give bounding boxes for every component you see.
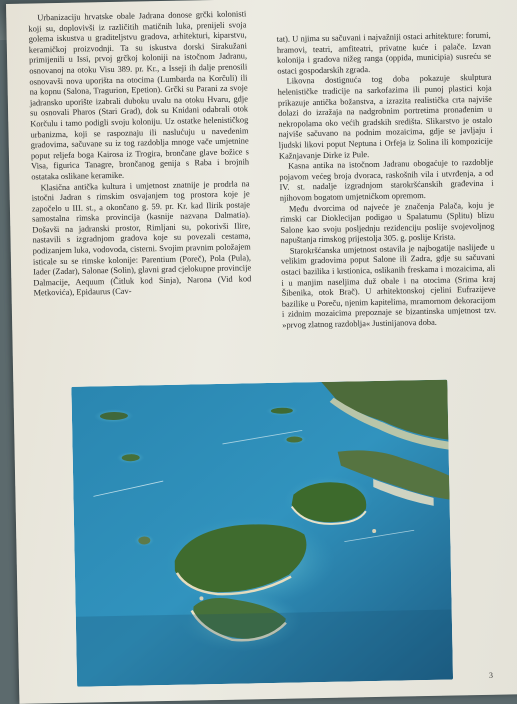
aerial-islands-photo (71, 380, 453, 687)
paragraph: Urbanizaciju hrvatske obale Jadrana donose grčki kolonisti koji su, doplovivši iz različitih matičnih luka, prenijeli svoja golema iskustva u graditeljstvu gradova, arhitekturi, kiparstvu, keramičkoj proizvodnji. Ta su iskustva dorski Sirakužani primijenili u Issi, prvoj grčkoj koloniji na istočnom Jadranu, osnovanoj na otoku Visu 389. pr. Kr., a Isseji ih dalje prenosili osnovavši nova uporišta na otocima (Lumbarda na Korčuli) ili na kopnu (Salona, Tragurion, Epetion). Grčki su Parani za svoje jadransko uporište izabrali duboku uvalu na otoku Hvaru, gdje su osnovali Pharos (Stari Grad), dok su Knidani odabrali otok Korčulu i tamo podigli svoju koloniju. Uz ostatke helenističkog urbanizma, koji se raspoznaju ili naslućuju u navedenim gradovima, sačuvane su iz tog razdoblja mnoge vače umjetnine poput reljefa boga Kairosa iz Trogira, brončane glave božice s Visa, figurica Tanagre, brončanog genija s Raba i brojnih ostataka oslikane keramike. (28, 9, 250, 182)
text-column-left (28, 9, 251, 299)
paragraph: Među dvorcima od najveće je značenja Palača, koju je rimski car Dioklecijan podigao u Spalatumu (Splitu) blizu Salone kao svoju posljednju rezidenciju poslije svojevoljnog napuštanja rimskog prijestolja 305. g. poslije Krista. (280, 200, 495, 246)
paragraph: tat). U njima su sačuvani i najvažniji ostaci arhitekture: forumi, hramovi, teatri, amfiteatri, privatne kuće i palače. Izvan kolonija i gradova nižeg ranga (oppida, municipia) susreću se ostaci gospodarskih zgrada. (276, 30, 492, 76)
text-column-right (277, 31, 497, 332)
paragraph: Likovna dostignuća tog doba pokazuje skulptura helenističke tradicije na sarkofazima ili punoj plastici koja prikazuje antička božanstva, a izrazita realistička crta najviše dolazi do izražaja na nadgrobnim portretima pronađenim u nekropolama oko većih gradskih središta. Slikarstvo je ostalo najviše sačuvano na podnim mozaicima, gdje se javljaju i ljudski likovi poput Neptuna i Orfeja iz Solina ili kompozicije Kažnjavanje Dirke iz Pule. (277, 73, 493, 161)
paragraph: Klasična antička kultura i umjetnost znatnije je prodrla na istočni Jadran s rimskim osvajanjem tog prostora koje je započelo u III. st., a okončano g. 59. pr. Kr. kad Ilirik postaje samostalna rimska provincija (kasnije nazvana Dalmatia). Došavši na jadranski prostor, Rimljani su, pokorivši Ilire, nastavili s izgradnjom gradova koje su povezali cestama, podizanjem luka, vodovoda, cisterni. Svojim pravnim položajem isticale su se rimske kolonije: Parentium (Poreč), Pola (Pula), Iader (Zadar), Salonae (Solin), glavni grad cjelokupne provincije Dalmacije, Aequum (Čitluk kod Sinja), Narona (Vid kod Metkovića), Epidaurus (Cav- (31, 178, 252, 298)
page-number: 3 (488, 670, 494, 680)
book-page (6, 0, 517, 704)
paragraph: Kasna antika na istočnom Jadranu obogaćuje to razdoblje pojavom većeg broja dvoraca, raskošnih vila i utvrđenja, a od IV. st. nadalje izgradnjom starokršćanskih građevina i njihovom bogatom umjetničkom opremom. (279, 157, 494, 203)
paragraph: Starokršćanska umjetnost ostavila je najbogatije naslijeđe u velikim gradovima poput Salone ili Zadra, gdje su sačuvani ostaci bazilika i krstionica, oslikanih freskama i mozaicima, ali i u manjim naseljima duž obale i na otocima (Srima kraj Šibenika, otok Brač). U arhitektonskoj cjelini Eufrazijeve bazilike u Poreču, njenim kapitelima, mramornom dekoracijom i zidnim mozaicima prepoznaje se bizantinska umjetnost tzv. »prvog zlatnog razdoblja« Justinijanova doba. (280, 242, 497, 330)
